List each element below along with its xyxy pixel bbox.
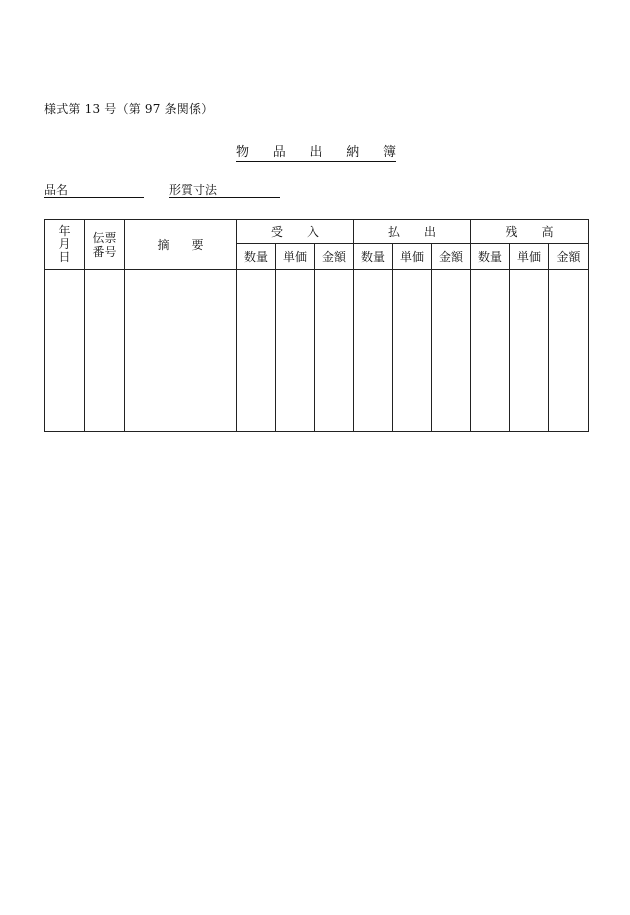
- date-cell[interactable]: [45, 270, 85, 432]
- group-char: 払: [388, 225, 401, 239]
- group-char: 高: [541, 225, 554, 239]
- date-char: 日: [58, 250, 71, 264]
- date-char: 月: [58, 237, 71, 251]
- summary-header: [125, 220, 237, 270]
- group-char: 受: [271, 225, 284, 239]
- item-name-field[interactable]: [44, 181, 144, 198]
- date-header: [45, 220, 85, 270]
- ledger-entry-area: [45, 270, 589, 432]
- disbursement-quantity-cell[interactable]: [354, 270, 393, 432]
- balance-quantity-cell[interactable]: [471, 270, 510, 432]
- disbursement-amount-cell[interactable]: [432, 270, 471, 432]
- disbursement-quantity-header: 数量: [354, 244, 393, 270]
- disbursement-unit-price-cell[interactable]: [393, 270, 432, 432]
- group-char: 入: [306, 225, 319, 239]
- header-row-groups: [45, 220, 589, 244]
- group-char: 残: [505, 225, 518, 239]
- form-number: 様式第 13 号（第 97 条関係）: [44, 102, 214, 116]
- receipt-unit-price-cell[interactable]: [276, 270, 315, 432]
- voucher-cell[interactable]: [85, 270, 125, 432]
- ledger-table: [44, 219, 589, 432]
- disbursement-unit-price-header: 単価: [393, 244, 432, 270]
- balance-amount-header: 金額: [549, 244, 589, 270]
- receipt-group-header: [237, 220, 354, 244]
- balance-quantity-header: 数量: [471, 244, 510, 270]
- spec-field[interactable]: [169, 181, 280, 198]
- document-title: [236, 141, 396, 162]
- voucher-line: 伝票: [92, 230, 117, 245]
- voucher-header: [85, 220, 125, 270]
- receipt-unit-price-header: 単価: [276, 244, 315, 270]
- title-char: 納: [346, 145, 360, 160]
- summary-char: 摘: [157, 238, 170, 252]
- voucher-line: 番号: [92, 244, 117, 259]
- receipt-quantity-header: 数量: [237, 244, 276, 270]
- balance-amount-cell[interactable]: [549, 270, 589, 432]
- spec-label: 形質寸法: [169, 183, 218, 197]
- item-name-label: 品名: [44, 183, 69, 197]
- summary-char: 要: [191, 238, 204, 252]
- title-char: 品: [272, 145, 286, 160]
- receipt-amount-header: 金額: [315, 244, 354, 270]
- disbursement-amount-header: 金額: [432, 244, 471, 270]
- disbursement-group-header: [354, 220, 471, 244]
- balance-unit-price-header: 単価: [510, 244, 549, 270]
- title-char: 簿: [382, 145, 396, 160]
- receipt-amount-cell[interactable]: [315, 270, 354, 432]
- title-char: 物: [236, 145, 250, 160]
- title-char: 出: [309, 145, 323, 160]
- receipt-quantity-cell[interactable]: [237, 270, 276, 432]
- date-char: 年: [58, 224, 71, 238]
- balance-group-header: [471, 220, 589, 244]
- summary-cell[interactable]: [125, 270, 237, 432]
- balance-unit-price-cell[interactable]: [510, 270, 549, 432]
- group-char: 出: [424, 225, 437, 239]
